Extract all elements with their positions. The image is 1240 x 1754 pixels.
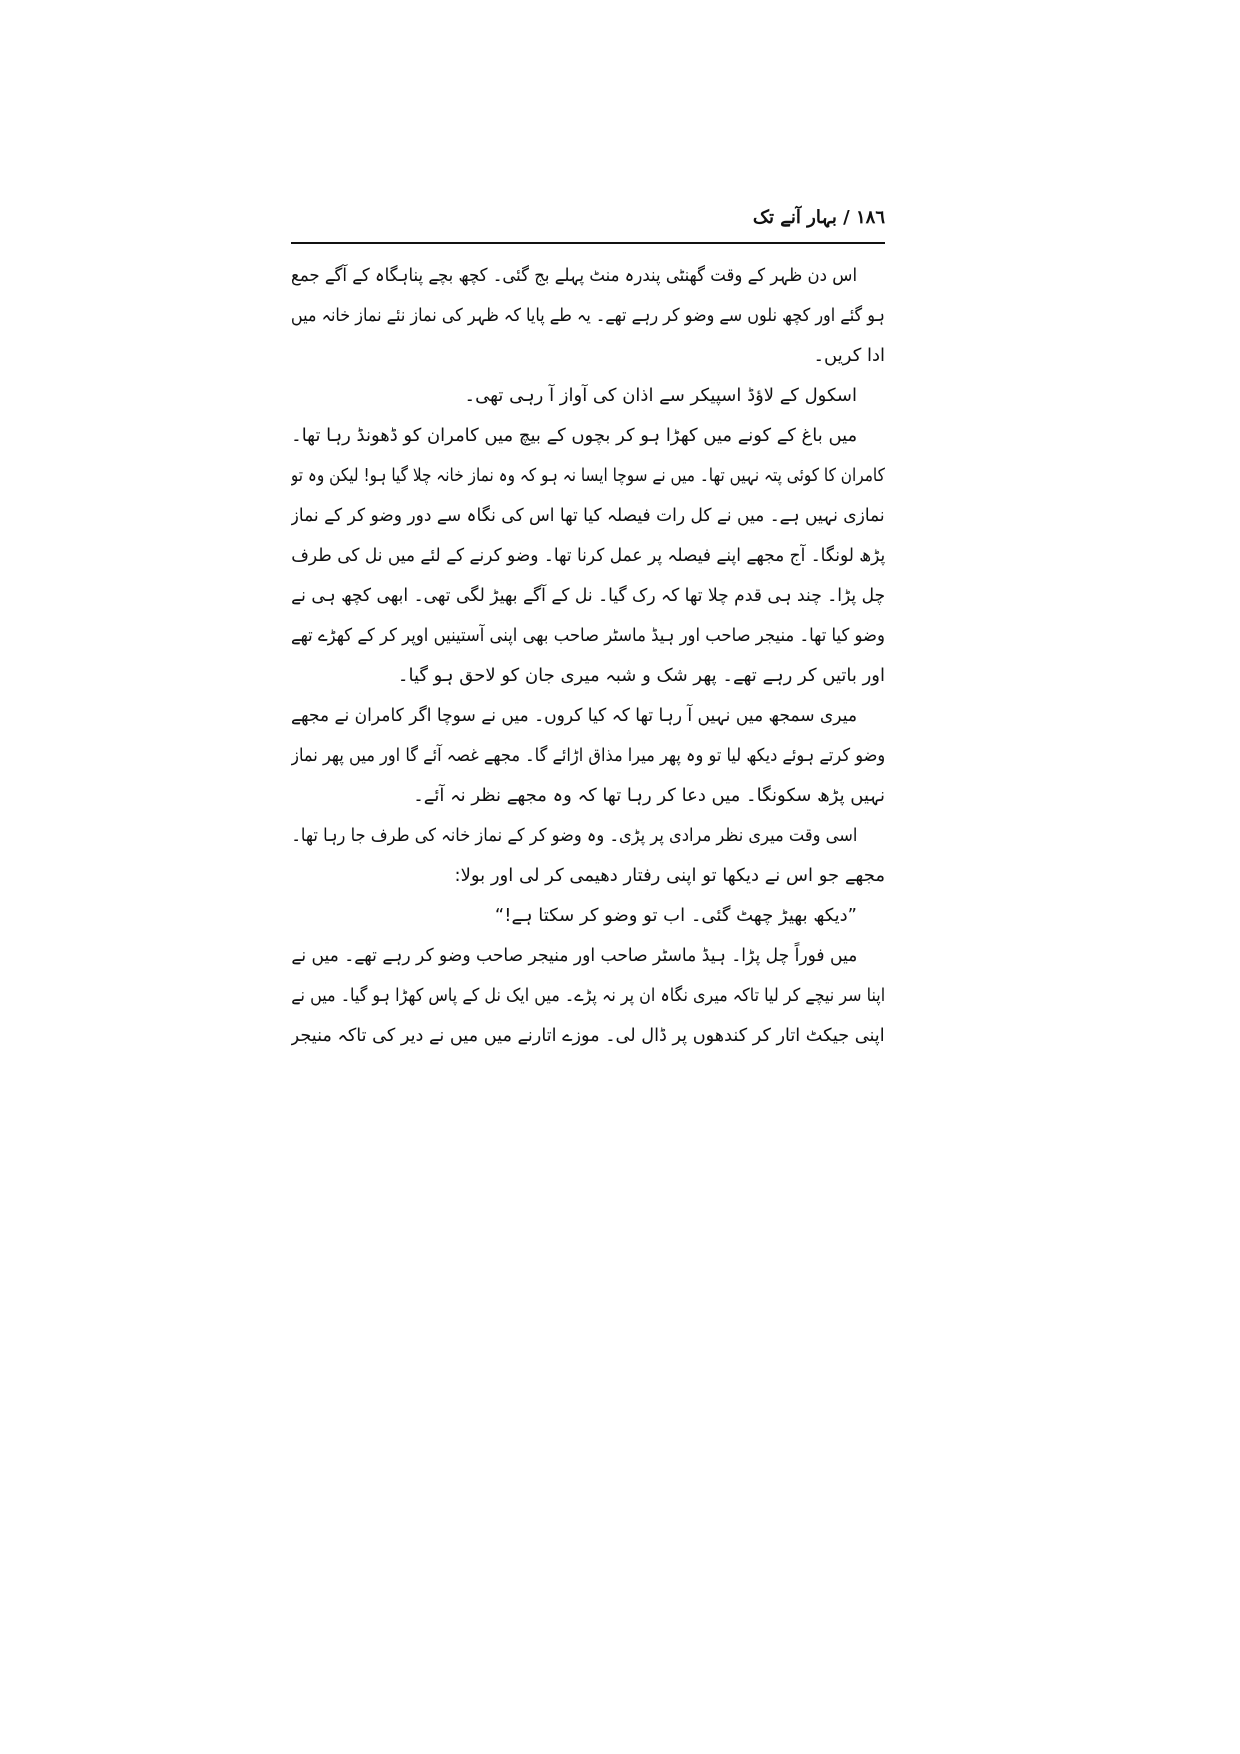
text-line: اپنا سر نیچے کر لیا تاکہ میری نگاہ ان پر نہ پڑے۔ میں ایک نل کے پاس کھڑا ہو گیا۔ میں نے [291,985,885,1006]
text-line: نمازی نہیں ہے۔ میں نے کل رات فیصلہ کیا تھا اس کی نگاہ سے دور وضو کر کے نماز [291,505,885,526]
text-line: اور باتیں کر رہے تھے۔ پھر شک و شبہ میری جان کو لاحق ہو گیا۔ [397,665,885,686]
text-line: اسکول کے لاؤڈ اسپیکر سے اذان کی آواز آ رہی تھی۔ [464,385,857,406]
text-line: میں باغ کے کونے میں کھڑا ہو کر بچوں کے بیچ میں کامران کو ڈھونڈ رہا تھا۔ [291,425,857,446]
text-line: میری سمجھ میں نہیں آ رہا تھا کہ کیا کروں۔ میں نے سوچا اگر کامران نے مجھے [291,705,857,726]
text-line: اس دن ظہر کے وقت گھنٹی پندرہ منٹ پہلے بج گئی۔ کچھ بچے پناہگاہ کے آگے جمع [291,265,857,286]
text-line: اپنی جیکٹ اتار کر کندھوں پر ڈال لی۔ موزے اتارنے میں میں نے دیر کی تاکہ منیجر [291,1025,885,1046]
body-text [291,256,885,1056]
text-line: نہیں پڑھ سکونگا۔ میں دعا کر رہا تھا کہ وہ مجھے نظر نہ آئے۔ [413,785,885,806]
text-line: مجھے جو اس نے دیکھا تو اپنی رفتار دھیمی کر لی اور بولا: [454,865,885,886]
text-line: اسی وقت میری نظر مرادی پر پڑی۔ وہ وضو کر کے نماز خانہ کی طرف جا رہا تھا۔ [291,825,857,846]
running-head: ۱۸٦ / بہار آنے تک [752,207,885,228]
text-line: پڑھ لونگا۔ آج مجھے اپنے فیصلہ پر عمل کرنا تھا۔ وضو کرنے کے لئے میں نل کی طرف [291,545,885,566]
text-line: ہو گئے اور کچھ نلوں سے وضو کر رہے تھے۔ یہ طے پایا کہ ظہر کی نماز نئے نماز خانہ میں [291,305,885,326]
text-line: وضو کرتے ہوئے دیکھ لیا تو وہ پھر میرا مذاق اڑائے گا۔ مجھے غصہ آئے گا اور میں پھر نماز [291,745,885,766]
text-line: ادا کریں۔ [813,345,885,366]
text-line: کامران کا کوئی پتہ نہیں تھا۔ میں نے سوچا ایسا نہ ہو کہ وہ نماز خانہ چلا گیا ہو! لیکن وہ تو [291,465,885,486]
text-line: وضو کیا تھا۔ منیجر صاحب اور ہیڈ ماسٹر صاحب بھی اپنی آستینیں اوپر کر کے کھڑے تھے [291,625,885,646]
page-header [291,203,885,233]
text-line: ”دیکھ بھیڑ چھٹ گئی۔ اب تو وضو کر سکتا ہے!“ [494,905,857,926]
text-line: چل پڑا۔ چند ہی قدم چلا تھا کہ رک گیا۔ نل کے آگے بھیڑ لگی تھی۔ ابھی کچھ ہی نے [291,585,885,606]
header-rule [291,242,885,244]
text-line: میں فوراً چل پڑا۔ ہیڈ ماسٹر صاحب اور منیجر صاحب وضو کر رہے تھے۔ میں نے [291,945,857,966]
